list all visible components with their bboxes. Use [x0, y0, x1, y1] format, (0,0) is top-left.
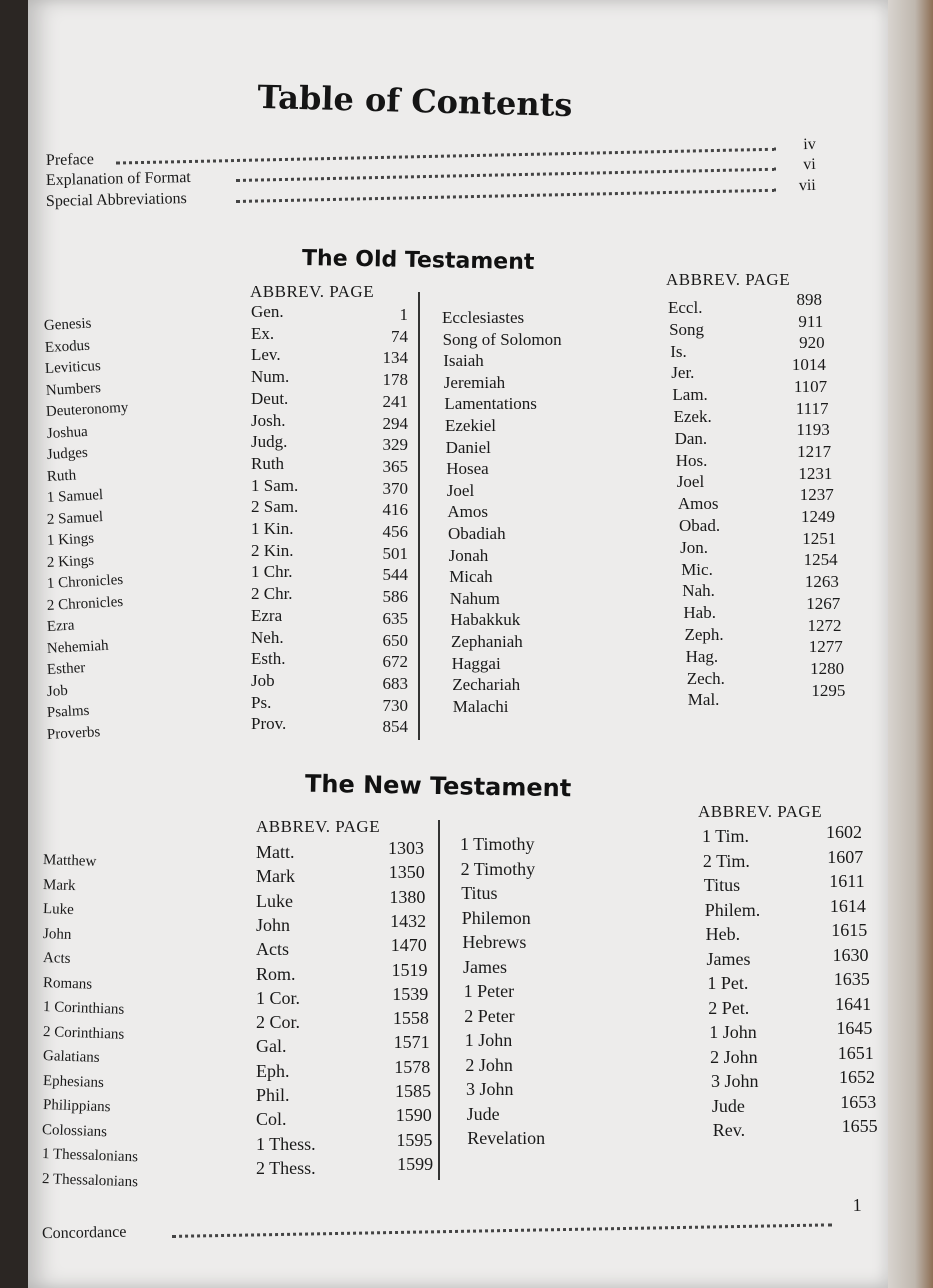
ot-book-name: Exodus	[44, 337, 90, 356]
ot-book-name: Numbers	[45, 379, 101, 399]
ot-book-abbrev: Neh.	[251, 627, 284, 647]
ot-book-name: Ezra	[46, 617, 75, 635]
leader-dots	[236, 185, 776, 203]
ot-book-abbrev: Ruth	[251, 453, 285, 473]
ot-book-page: 1217	[797, 441, 832, 461]
nt-book-abbrev: Philem.	[704, 899, 761, 920]
ot-book-name: Jeremiah	[443, 372, 506, 392]
nt-book-page: 1645	[836, 1018, 873, 1038]
ot-book-abbrev: Ex.	[251, 323, 275, 343]
nt-book-page: 1599	[397, 1153, 434, 1174]
ot-book-name: Haggai	[451, 653, 501, 673]
ot-book-abbrev: Esth.	[251, 649, 286, 669]
ot-book-page: 544	[382, 565, 408, 585]
concordance-label: Concordance	[41, 1223, 127, 1243]
ot-book-page: 1107	[793, 376, 828, 396]
nt-book-name: Acts	[42, 950, 71, 967]
ot-book-abbrev: Ezra	[251, 605, 283, 625]
nt-book-page: 1539	[392, 983, 429, 1004]
nt-book-name: Revelation	[467, 1128, 546, 1148]
ot-book-page: 329	[382, 435, 408, 455]
ot-book-name: Daniel	[445, 437, 491, 457]
ot-book-abbrev: Mal.	[687, 690, 720, 710]
nt-book-abbrev: 3 John	[711, 1071, 759, 1091]
ot-book-name: 2 Kings	[46, 552, 95, 571]
ot-book-name: Micah	[449, 567, 493, 587]
nt-book-name: Philemon	[461, 907, 531, 928]
ot-book-name: 2 Chronicles	[46, 593, 124, 614]
nt-book-abbrev: Col.	[256, 1109, 287, 1130]
nt-book-abbrev: Matt.	[256, 842, 295, 862]
nt-book-abbrev: Rev.	[712, 1120, 746, 1140]
nt-left-column-header: ABBREV. PAGE	[256, 817, 381, 836]
ot-book-page: 1	[399, 305, 408, 324]
nt-book-abbrev: Acts	[256, 939, 289, 960]
ot-book-page: 1267	[806, 593, 841, 613]
ot-book-page: 501	[382, 543, 408, 563]
ot-book-abbrev: 1 Chr.	[251, 562, 293, 582]
nt-book-page: 1558	[392, 1008, 429, 1029]
nt-book-name: James	[463, 956, 507, 977]
nt-book-name: 1 John	[464, 1030, 513, 1050]
nt-book-name: Mark	[42, 876, 76, 894]
nt-book-abbrev: James	[706, 948, 751, 969]
nt-book-name: Ephesians	[42, 1072, 105, 1091]
nt-book-name: John	[42, 925, 72, 943]
ot-book-name: Leviticus	[44, 358, 102, 377]
ot-book-name: Ezekiel	[445, 416, 496, 435]
ot-book-abbrev: Ezek.	[673, 407, 712, 426]
nt-book-name: 1 Corinthians	[42, 999, 125, 1018]
nt-book-page: 1611	[829, 871, 865, 891]
nt-book-name: 2 Corinthians	[42, 1023, 125, 1043]
ot-book-name: Habakkuk	[450, 610, 521, 630]
leader-dots	[172, 1223, 832, 1238]
ot-book-name: Hosea	[446, 459, 489, 479]
ot-book-name: 1 Chronicles	[46, 572, 124, 592]
ot-book-page: 178	[382, 370, 408, 390]
ot-book-page: 650	[382, 630, 408, 650]
nt-book-name: 2 Thessalonians	[41, 1170, 139, 1190]
ot-book-abbrev: Dan.	[674, 428, 708, 448]
nt-right-column-header: ABBREV. PAGE	[698, 802, 823, 821]
nt-book-name: Romans	[42, 974, 93, 993]
ot-book-page: 1272	[807, 615, 842, 635]
nt-book-name: Titus	[461, 883, 498, 903]
nt-book-page: 1602	[826, 822, 862, 842]
ot-book-abbrev: Prov.	[251, 714, 287, 734]
nt-book-page: 1578	[394, 1056, 431, 1077]
nt-book-page: 1432	[390, 910, 427, 931]
new-testament-heading: The New Testament	[304, 769, 572, 803]
front-matter-page: iv	[803, 135, 816, 154]
nt-book-name: 2 John	[465, 1054, 513, 1075]
nt-book-page: 1614	[829, 895, 866, 916]
column-divider	[438, 820, 440, 1180]
nt-book-page: 1590	[395, 1105, 432, 1126]
ot-book-name: Nehemiah	[46, 637, 109, 657]
nt-book-abbrev: 1 Tim.	[702, 826, 750, 846]
nt-book-page: 1303	[388, 838, 424, 858]
nt-book-abbrev: 1 Cor.	[256, 987, 301, 1008]
ot-book-name: Ecclesiastes	[442, 308, 525, 327]
ot-book-name: Job	[46, 682, 69, 700]
ot-book-page: 898	[796, 290, 822, 309]
nt-book-abbrev: 2 John	[710, 1046, 758, 1067]
ot-book-abbrev: Obad.	[679, 516, 721, 535]
ot-book-page: 854	[382, 717, 408, 737]
ot-book-abbrev: Mic.	[681, 559, 713, 579]
ot-left-column-header: ABBREV. PAGE	[250, 282, 375, 301]
ot-book-page: 134	[382, 348, 408, 368]
ot-book-page: 911	[798, 311, 824, 331]
ot-book-page: 370	[382, 478, 408, 498]
page-title: Table of Contents	[257, 77, 573, 125]
ot-book-abbrev: Lev.	[251, 345, 281, 365]
ot-book-page: 1117	[795, 398, 829, 418]
ot-book-page: 1295	[811, 680, 846, 700]
nt-book-name: 1 Thessalonians	[41, 1146, 139, 1166]
nt-book-abbrev: 2 Pet.	[708, 997, 750, 1018]
ot-book-abbrev: Song	[669, 319, 705, 339]
ot-book-page: 74	[391, 326, 408, 346]
nt-book-page: 1571	[393, 1032, 430, 1053]
front-matter-page: vii	[798, 176, 816, 195]
ot-book-name: Proverbs	[46, 723, 101, 743]
nt-book-page: 1470	[390, 935, 427, 956]
ot-book-abbrev: Eccl.	[668, 298, 703, 317]
nt-book-abbrev: 1 Thess.	[256, 1133, 316, 1154]
nt-book-page: 1630	[832, 944, 869, 965]
ot-book-page: 683	[382, 673, 408, 693]
nt-book-page: 1641	[835, 993, 872, 1014]
ot-book-page: 1254	[803, 550, 838, 570]
nt-book-name: 2 Timothy	[460, 858, 536, 879]
ot-book-name: Deuteronomy	[45, 399, 129, 420]
ot-book-page: 294	[382, 413, 408, 433]
ot-book-name: Joel	[446, 480, 475, 500]
nt-book-abbrev: John	[256, 914, 291, 935]
ot-book-page: 416	[382, 500, 408, 520]
nt-book-name: Jude	[466, 1103, 500, 1124]
ot-right-column-header: ABBREV. PAGE	[666, 270, 791, 289]
front-matter-label: Special Abbreviations	[45, 190, 187, 210]
ot-book-name: Zechariah	[452, 675, 521, 695]
ot-book-page: 1280	[810, 658, 845, 678]
ot-book-abbrev: Jon.	[680, 537, 708, 557]
ot-book-page: 672	[382, 652, 408, 672]
nt-book-abbrev: Luke	[256, 890, 293, 911]
nt-book-page: 1350	[388, 862, 425, 883]
nt-book-abbrev: 2 Tim.	[702, 850, 750, 871]
ot-book-abbrev: 2 Sam.	[251, 497, 299, 517]
nt-book-name: Galatians	[42, 1048, 100, 1066]
nt-book-name: Hebrews	[462, 932, 527, 952]
nt-book-abbrev: Gal.	[256, 1036, 287, 1057]
front-matter-label: Preface	[45, 150, 95, 169]
nt-book-abbrev: Rom.	[256, 963, 296, 984]
ot-book-page: 1193	[796, 420, 830, 440]
ot-book-abbrev: Hag.	[685, 646, 719, 666]
ot-book-abbrev: Joel	[676, 472, 705, 492]
ot-book-abbrev: Is.	[670, 341, 687, 361]
ot-book-name: Isaiah	[443, 351, 484, 371]
nt-book-abbrev: 1 Pet.	[707, 973, 749, 993]
nt-book-name: Colossians	[41, 1121, 108, 1140]
nt-book-abbrev: 2 Thess.	[256, 1157, 316, 1178]
nt-book-abbrev: Heb.	[705, 924, 741, 944]
ot-book-name: Genesis	[43, 315, 92, 334]
ot-book-name: Malachi	[452, 696, 509, 716]
nt-book-page: 1585	[395, 1081, 431, 1101]
nt-book-name: 3 John	[466, 1079, 514, 1099]
ot-book-name: Psalms	[46, 702, 90, 721]
nt-book-abbrev: Jude	[711, 1095, 745, 1116]
front-matter-page: vi	[803, 155, 816, 174]
nt-book-name: 2 Peter	[464, 1005, 515, 1026]
ot-book-name: Lamentations	[444, 394, 537, 414]
ot-book-page: 1231	[798, 463, 833, 483]
ot-book-abbrev: 1 Kin.	[251, 519, 294, 538]
ot-book-abbrev: Hab.	[683, 603, 716, 623]
ot-book-name: Amos	[447, 502, 489, 522]
page-edge	[888, 0, 933, 1288]
ot-book-page: 730	[382, 695, 408, 715]
nt-book-name: 1 Peter	[463, 981, 515, 1001]
old-testament-heading: The Old Testament	[301, 245, 535, 276]
ot-book-name: Zephaniah	[451, 632, 523, 651]
nt-book-page: 1655	[841, 1116, 878, 1136]
ot-book-abbrev: Num.	[251, 367, 290, 387]
ot-book-abbrev: Zech.	[686, 668, 725, 688]
ot-book-name: Esther	[46, 660, 86, 678]
nt-book-page: 1615	[831, 920, 868, 940]
ot-book-abbrev: 1 Sam.	[251, 475, 299, 495]
ot-book-abbrev: Deut.	[251, 388, 289, 408]
ot-book-page: 920	[799, 333, 825, 353]
nt-book-page: 1652	[839, 1067, 875, 1087]
ot-book-abbrev: Hos.	[675, 450, 708, 470]
ot-book-page: 456	[382, 522, 408, 541]
ot-book-abbrev: Gen.	[251, 302, 284, 321]
ot-book-page: 635	[382, 608, 408, 628]
front-matter-label: Explanation of Format	[45, 168, 191, 189]
nt-book-abbrev: Phil.	[256, 1085, 290, 1105]
nt-book-abbrev: Titus	[703, 875, 741, 895]
ot-book-name: Ruth	[46, 466, 77, 485]
ot-book-name: Judges	[46, 444, 89, 463]
ot-book-name: Song of Solomon	[442, 329, 562, 349]
nt-book-name: Luke	[42, 901, 75, 919]
nt-book-page: 1519	[391, 959, 428, 980]
ot-book-abbrev: Judg.	[251, 432, 288, 452]
nt-book-page: 1635	[833, 969, 870, 989]
nt-book-abbrev: Mark	[256, 866, 295, 887]
ot-book-name: Joshua	[46, 423, 88, 442]
ot-book-abbrev: Zeph.	[684, 625, 724, 644]
ot-book-page: 1251	[802, 528, 837, 548]
nt-book-page: 1653	[840, 1091, 877, 1112]
ot-book-abbrev: Job	[251, 670, 275, 690]
ot-book-name: 1 Samuel	[46, 487, 104, 506]
ot-book-name: Jonah	[448, 545, 489, 565]
ot-book-page: 1277	[808, 637, 843, 657]
ot-book-page: 1014	[791, 355, 826, 375]
ot-book-abbrev: Ps.	[251, 692, 272, 712]
ot-book-abbrev: Lam.	[672, 385, 708, 405]
ot-book-abbrev: 2 Chr.	[251, 584, 293, 604]
ot-book-abbrev: Josh.	[251, 410, 286, 430]
nt-book-name: 1 Timothy	[460, 834, 535, 854]
column-divider	[418, 292, 420, 740]
nt-book-name: Philippians	[42, 1097, 111, 1116]
nt-book-abbrev: Eph.	[256, 1060, 290, 1081]
ot-book-page: 1249	[801, 507, 835, 526]
ot-book-page: 241	[382, 391, 408, 411]
ot-book-abbrev: 2 Kin.	[251, 540, 294, 560]
nt-book-page: 1595	[396, 1129, 433, 1150]
ot-book-name: Nahum	[449, 588, 500, 608]
ot-book-page: 365	[382, 456, 408, 476]
ot-book-page: 1263	[804, 572, 839, 592]
nt-book-name: Matthew	[42, 852, 97, 870]
nt-book-abbrev: 1 John	[709, 1022, 757, 1042]
ot-book-page: 586	[382, 587, 408, 607]
ot-book-page: 1237	[799, 485, 834, 505]
nt-book-page: 1380	[389, 886, 426, 907]
ot-book-name: 2 Samuel	[46, 508, 104, 528]
ot-book-name: 1 Kings	[46, 530, 95, 549]
nt-book-abbrev: 2 Cor.	[256, 1012, 301, 1033]
ot-book-abbrev: Jer.	[671, 363, 695, 383]
ot-book-abbrev: Amos	[677, 494, 719, 514]
nt-book-page: 1651	[837, 1042, 874, 1063]
ot-book-name: Obadiah	[448, 524, 506, 543]
ot-book-abbrev: Nah.	[682, 581, 715, 601]
nt-book-page: 1607	[827, 846, 864, 867]
concordance-page: 1	[852, 1194, 862, 1216]
